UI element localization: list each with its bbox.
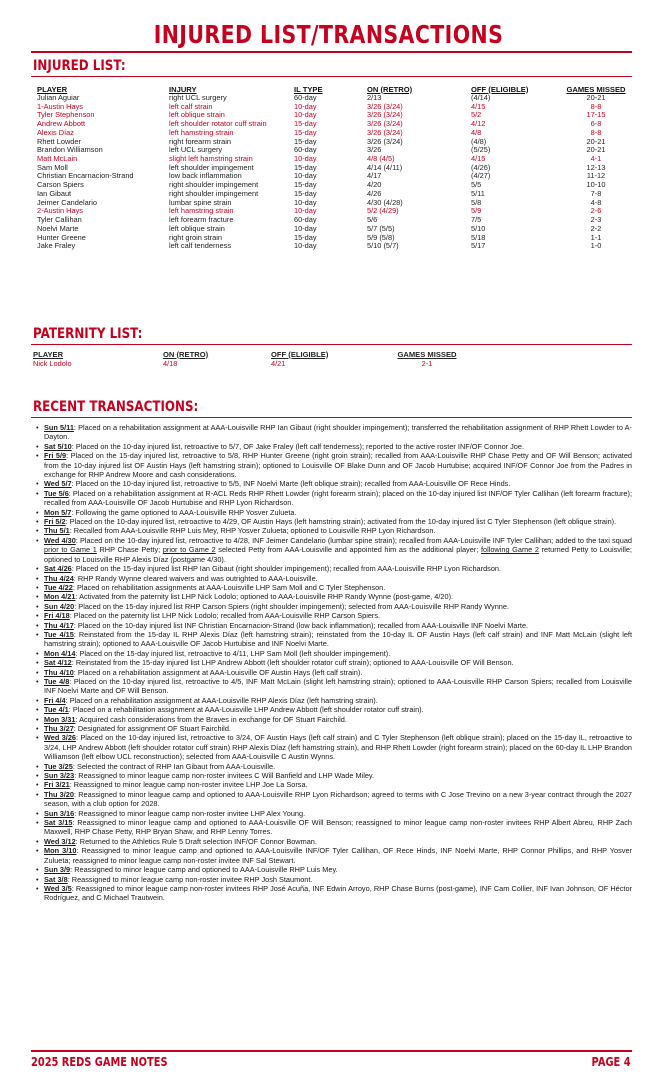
column-header-injury: INJURY — [169, 84, 197, 94]
transaction-text: : Placed on the 10-day injured list, retroactive to 3/24, OF Austin Hays (left calf strain) and C Tyler Stephenson (left oblique strain); placed on the 15-day IL, retroactive to 3/24, LHP Andrew Abbott (left shoulder rotator cuff strain) RHP Alexis Díaz (left hamstring strain), and RHP Rhett Lowder (right forearm strain); placed on the 60-day IL LHP Brandon Williamson (left elbow UCL reconstruction); selected from AAA-Louisville C Austin Wynns. — [44, 733, 633, 762]
transaction-text: : Placed on the 15-day injured list RHP Ian Gibaut (right shoulder impingement); recalled from AAA-Louisville RHP Lyon Richardson. — [71, 564, 502, 574]
transaction-date: Wed 4/30 — [44, 535, 76, 545]
injured-cell-off: 5/9 — [471, 207, 482, 216]
transaction-item — [36, 733, 632, 761]
injured-list-heading: INJURED LIST: — [33, 58, 126, 74]
injured-cell-player: Rhett Lowder — [37, 137, 81, 146]
injured-cell-injury: right shoulder impingement — [169, 189, 259, 198]
column-header-off-eligible: OFF (ELIGIBLE) — [471, 84, 529, 94]
injured-cell-off: (4/27) — [471, 172, 491, 181]
injured-cell-injury: slight left hamstring strain — [169, 155, 253, 164]
transaction-item — [36, 724, 632, 733]
transaction-date: Wed 5/7 — [44, 479, 72, 489]
transaction-text: following Game 2 — [480, 545, 539, 555]
transaction-text: : Placed on the 10-day injured list, retroactive to 4/29, OF Austin Hays (left hamstring strain); activated from the 10-day injured list C Tyler Stephenson (left oblique strain). — [65, 517, 617, 527]
injured-cell-il: 10-day — [294, 102, 317, 111]
transaction-date: Thu 4/24 — [44, 573, 74, 583]
injured-cell-games: 4-8 — [590, 198, 602, 207]
transaction-text: : Placed on the 10-day injured list, retroactive to 5/5, INF Noelvi Marte (left oblique strain); recalled from AAA-Louisville OF Rece Hinds. — [71, 479, 511, 489]
injured-row — [37, 242, 628, 251]
injured-cell-games: 10-10 — [586, 181, 606, 190]
transaction-item — [36, 564, 632, 573]
transaction-date: Sat 4/12 — [44, 658, 72, 668]
injured-cell-on: 5/6 — [367, 216, 378, 225]
injured-list-header-row — [37, 84, 628, 94]
transaction-text: prior to Game 2 — [162, 545, 216, 555]
injured-cell-games: 6-8 — [590, 120, 602, 129]
injured-cell-injury: right groin strain — [169, 233, 222, 242]
injured-cell-il: 15-day — [294, 189, 317, 198]
injured-cell-on: 2/13 — [367, 94, 382, 102]
footer-page-number: PAGE 4 — [591, 1055, 631, 1069]
transactions-rule — [31, 417, 632, 418]
transaction-item — [36, 884, 632, 903]
transaction-date: Fri 3/21 — [44, 780, 70, 790]
transaction-item — [36, 846, 632, 865]
transaction-date: Thu 3/20 — [44, 789, 74, 799]
transaction-text: : Placed on the 10-day injured list, retroactive to 5/7, OF Jake Fraley (left calf tenderness); reported to the active roster INF/OF Connor Joe. — [71, 441, 525, 451]
transaction-text: : Placed on a rehabilitation assignment at AAA-Louisville RHP Alexis Díaz (left hamstring strain). — [65, 695, 378, 705]
transaction-date: Sat 3/8 — [44, 874, 68, 884]
injured-cell-injury: right shoulder impingement — [169, 181, 259, 190]
injured-row — [37, 138, 628, 147]
injured-cell-player: Jeimer Candelario — [37, 198, 97, 207]
injured-cell-il: 15-day — [294, 181, 317, 190]
transaction-item — [36, 677, 632, 696]
injured-row — [37, 120, 628, 129]
injured-cell-games: 1-0 — [590, 242, 602, 251]
paternity-row — [33, 359, 457, 368]
injured-cell-off: 5/11 — [471, 189, 485, 198]
paternity-list-rule — [31, 344, 632, 345]
transaction-text: selected Petty from AAA-Louisville and appointed him as the additional player; — [215, 545, 481, 555]
transaction-text: : Placed on a rehabilitation assignment at AAA-Louisville LHP Andrew Abbott (left shoulder rotator cuff strain). — [68, 705, 424, 715]
transaction-date: Fri 4/4 — [44, 695, 66, 705]
transaction-date: Wed 3/12 — [44, 836, 76, 846]
injured-cell-off: 4/15 — [471, 155, 486, 164]
column-header-on-retro: ON (RETRO) — [367, 84, 413, 94]
transaction-item — [36, 574, 632, 583]
injured-row — [37, 234, 628, 243]
transaction-item — [36, 479, 632, 488]
transaction-date: Mon 4/14 — [44, 648, 76, 658]
injured-cell-il: 10-day — [294, 242, 317, 251]
injured-cell-on: 4/30 (4/28) — [367, 198, 403, 207]
injured-cell-on: 5/9 (5/8) — [367, 233, 395, 242]
injured-cell-on: 3/26 (3/24) — [367, 137, 403, 146]
injured-cell-games: 4-1 — [590, 155, 602, 164]
transaction-text: : Reassigned to minor league camp non-roster invitees RHP José Acuña, INF Edwin Arroyo, RHP Chase Burns (post-game), INF Cam Collier, INF Ivan Johnson, OF Héctor Rodríguez, and C Michael Trautwein. — [44, 883, 632, 903]
transaction-date: Tue 5/6 — [44, 488, 69, 498]
injured-cell-on: 4/26 — [367, 189, 382, 198]
injured-cell-player: Tyler Callihan — [37, 216, 82, 225]
injured-cell-games: 8-8 — [590, 128, 602, 137]
title-rule — [31, 51, 632, 53]
transaction-date: Tue 4/22 — [44, 582, 73, 592]
transaction-date: Mon 5/7 — [44, 507, 72, 517]
injured-cell-games: 2-2 — [590, 224, 602, 233]
transaction-item — [36, 451, 632, 479]
injured-cell-il: 15-day — [294, 137, 317, 146]
injured-cell-on: 5/2 (4/29) — [367, 207, 399, 216]
transaction-date: Sat 3/15 — [44, 818, 73, 828]
injured-cell-on: 4/17 — [367, 172, 382, 181]
injured-cell-player: Sam Moll — [37, 163, 68, 172]
injured-row — [37, 216, 628, 225]
injured-cell-on: 3/26 (3/24) — [367, 102, 403, 111]
transaction-item — [36, 780, 632, 789]
transaction-item — [36, 630, 632, 649]
transaction-item — [36, 762, 632, 771]
injured-cell-player: Brandon Williamson — [37, 146, 103, 155]
injured-cell-off: 4/8 — [471, 128, 482, 137]
injured-cell-injury: left shoulder impingement — [169, 163, 254, 172]
transaction-date: Fri 4/18 — [44, 611, 70, 621]
injured-cell-off: 5/8 — [471, 198, 482, 207]
injured-cell-games: 20-21 — [586, 94, 606, 102]
transaction-item — [36, 621, 632, 630]
transaction-item — [36, 837, 632, 846]
injured-row — [37, 146, 628, 155]
injured-cell-player: Andrew Abbott — [37, 120, 86, 129]
injured-cell-games: 11-12 — [586, 172, 606, 181]
transaction-text: : Placed on the paternity list LHP Nick Lodolo; recalled from AAA-Louisville RHP Carson Spiers. — [69, 611, 381, 621]
injured-cell-games: 20-21 — [586, 137, 606, 146]
injured-cell-il: 60-day — [294, 94, 317, 102]
injured-cell-il: 15-day — [294, 128, 317, 137]
transaction-date: Thu 4/10 — [44, 667, 74, 677]
injured-cell-player: Hunter Greene — [37, 233, 86, 242]
injured-cell-off: (5/25) — [471, 146, 491, 155]
transaction-text: : Placed on the 15-day injured list, retroactive to 4/11, LHP Sam Moll (left shoulder impingement). — [75, 648, 391, 658]
column-header-player: PLAYER — [37, 84, 68, 94]
paternity-header-on-retro: ON (RETRO) — [163, 349, 209, 359]
transaction-item — [36, 423, 632, 442]
transaction-date: Tue 4/8 — [44, 676, 70, 686]
footer-publication: 2025 REDS GAME NOTES — [31, 1055, 168, 1069]
transaction-date: Sat 5/10 — [44, 441, 72, 451]
injured-cell-player: Alexis Díaz — [37, 128, 74, 137]
transaction-date: Mon 3/10 — [44, 846, 77, 856]
transaction-text: : Placed on a rehabilitation assignment at AAA-Louisville RHP Ian Gibaut (right shoulder impingement); transferred the rehabilitation assignment of RHP Rhett Lowder to A-Dayton. — [44, 423, 632, 442]
paternity-player: Nick Lodolo — [33, 359, 72, 368]
injured-cell-on: 4/14 (4/11) — [367, 163, 403, 172]
transaction-text: : Reassigned to minor league camp non-roster invitee LHP Alex Young. — [74, 808, 306, 818]
transaction-text: : Placed on the 10-day injured list, retroactive to 4/5, INF Matt McLain (slight left hamstring strain); optioned to AAA-Louisville RHP Carson Spiers; recalled from Louisville INF Noelvi Marte and OF Will Benson. — [44, 676, 632, 696]
injured-row — [37, 103, 628, 112]
injured-cell-games: 8-8 — [590, 102, 602, 111]
injured-cell-injury: left calf tenderness — [169, 242, 232, 251]
injured-cell-il: 10-day — [294, 207, 317, 216]
injured-cell-injury: left hamstring strain — [169, 128, 234, 137]
paternity-list-header-row — [33, 349, 457, 359]
injured-cell-off: 5/10 — [471, 224, 486, 233]
injured-list-body — [37, 94, 628, 251]
transaction-item — [36, 489, 632, 508]
injured-row — [37, 225, 628, 234]
transaction-text: : Reinstated from the 15-day injured list LHP Andrew Abbott (left shoulder rotator cuff strain); optioned to AAA-Louisville OF Will Benson. — [71, 658, 514, 668]
injured-cell-il: 10-day — [294, 111, 317, 120]
injured-cell-off: 5/17 — [471, 242, 486, 251]
transaction-item — [36, 658, 632, 667]
transaction-date: Tue 3/25 — [44, 761, 73, 771]
injured-cell-games: 1-1 — [590, 233, 602, 242]
injured-cell-off: (4/26) — [471, 163, 491, 172]
transaction-text: : Placed on the 15-day injured list, retroactive to 5/8, RHP Hunter Greene (right groin strain); recalled from AAA-Louisville RHP Chase Petty and OF Will Benson; activated from the 10-day injured list OF Austin Hays (left hamstring strain); optioned to Louisville OF Blake Dunn and OF Jacob Hurtubise; acquired INF/OF Connor Joe from the Padres in exchange for RHP Andrew Moore and cash considerations. — [44, 451, 632, 480]
column-header-games-missed: GAMES MISSED — [566, 84, 626, 94]
injured-cell-on: 4/8 (4/5) — [367, 155, 395, 164]
transaction-text: prior to Game 1 — [44, 545, 97, 555]
transaction-date: Mon 3/31 — [44, 714, 76, 724]
injured-cell-player: 1-Austin Hays — [37, 102, 84, 111]
transaction-text: : Selected the contract of RHP Ian Gibaut from AAA-Louisville. — [72, 761, 276, 771]
injured-row — [37, 164, 628, 173]
injured-cell-on: 4/20 — [367, 181, 382, 190]
transaction-item — [36, 649, 632, 658]
transaction-item — [36, 696, 632, 705]
transaction-date: Tue 4/1 — [44, 705, 69, 715]
injured-row — [37, 94, 628, 103]
transaction-text: : Placed on a rehabilitation assignment at AAA-Louisville OF Austin Hays (left calf strain). — [73, 667, 363, 677]
transaction-text: : Following the game optioned to AAA-Louisville RHP Yosver Zulueta. — [71, 507, 297, 517]
transaction-text: RHP Chase Petty; — [96, 545, 163, 555]
column-header-il-type: IL TYPE — [294, 84, 323, 94]
injured-cell-on: 5/7 (5/5) — [367, 224, 395, 233]
transaction-text: : Activated from the paternity list LHP Nick Lodolo; optioned to AAA-Louisville RHP Randy Wynne (post-game, 4/20). — [75, 592, 454, 602]
injured-cell-il: 10-day — [294, 198, 317, 207]
injured-cell-injury: left hamstring strain — [169, 207, 234, 216]
transaction-item — [36, 611, 632, 620]
page-title: INJURED LIST/TRANSACTIONS — [153, 20, 504, 49]
paternity-on: 4/18 — [163, 359, 178, 368]
transaction-item — [36, 592, 632, 601]
injured-cell-off: 5/5 — [471, 181, 482, 190]
transaction-item — [36, 790, 632, 809]
injured-cell-player: Jake Fraley — [37, 242, 76, 251]
transaction-text: : Placed on the 10-day injured list, retroactive to 4/28, INF Jeimer Candelario (lumbar spine strain); recalled from AAA-Louisville INF Tyler Callihan; added to the taxi squad — [75, 535, 632, 545]
transaction-text: : Recalled from AAA-Louisville RHP Luis Mey, RHP Yosver Zulueta; optioned to Louisville RHP Lyon Richardson. — [69, 526, 436, 536]
injured-cell-off: (4/8) — [471, 137, 487, 146]
injured-cell-player: Ian Gibaut — [37, 189, 72, 198]
transaction-text: : Placed on rehabilitation assignments at AAA-Louisville LHP Sam Moll and C Tyler Stephenson. — [72, 582, 386, 592]
paternity-games: 2-1 — [421, 359, 433, 368]
injured-cell-on: 3/26 (3/24) — [367, 111, 403, 120]
injured-list-table — [37, 84, 628, 251]
transaction-text: : Reinstated from the 15-day IL RHP Alexis Díaz (left hamstring strain); reinstated from the 10-day IL OF Austin Hays (left calf strain) and INF Matt McLain (slight left hamstring strain); optioned to AAA-Louisville OF Jacob Hurtubise and INF Noelvi Marte. — [44, 629, 632, 649]
transaction-date: Fri 5/2 — [44, 517, 66, 527]
injured-cell-il: 15-day — [294, 233, 317, 242]
transaction-item — [36, 583, 632, 592]
transaction-text: : Acquired cash considerations from the Braves in exchange for OF Stuart Fairchild. — [75, 714, 347, 724]
transaction-date: Mon 4/21 — [44, 592, 76, 602]
transaction-text: : Reassigned to minor league camp non-roster invitee RHP Josh Staumont. — [67, 874, 313, 884]
injured-row — [37, 181, 628, 190]
transaction-item — [36, 602, 632, 611]
transaction-date: Fri 5/9 — [44, 451, 67, 461]
transaction-text: : RHP Randy Wynne cleared waivers and was outrighted to AAA-Louisville. — [73, 573, 318, 583]
injured-cell-player: Julian Aguiar — [37, 94, 80, 102]
transaction-item — [36, 771, 632, 780]
transaction-date: Wed 3/26 — [44, 733, 77, 743]
injured-cell-injury: left calf strain — [169, 102, 213, 111]
injured-cell-player: Matt McLain — [37, 155, 78, 164]
transaction-date: Sun 3/16 — [44, 808, 75, 818]
injured-cell-injury: right forearm strain — [169, 137, 232, 146]
transaction-date: Sun 3/9 — [44, 865, 71, 875]
transaction-item — [36, 809, 632, 818]
injured-cell-injury: left shoulder rotator cuff strain — [169, 120, 267, 129]
paternity-header-player: PLAYER — [33, 349, 64, 359]
injured-cell-il: 15-day — [294, 120, 317, 129]
transaction-item — [36, 508, 632, 517]
transaction-item — [36, 536, 632, 564]
transaction-date: Wed 3/5 — [44, 883, 72, 893]
injured-cell-player: Tyler Stephenson — [37, 111, 95, 120]
transaction-text: : Reassigned to minor league camp and optioned to AAA-Louisville RHP Lyon Richardson; agreed to terms with C Jose Trevino on a new 3-year contract through the 2027 season, with a club option for 2028. — [44, 789, 632, 809]
injured-cell-injury: left UCL surgery — [169, 146, 223, 155]
transaction-date: Sun 4/20 — [44, 601, 75, 611]
transaction-item — [36, 705, 632, 714]
injured-cell-injury: left forearm fracture — [169, 216, 234, 225]
injured-cell-on: 3/26 (3/24) — [367, 120, 403, 129]
injured-cell-games: 17-15 — [586, 111, 606, 120]
paternity-list-table — [33, 349, 457, 368]
injured-cell-games: 7-8 — [590, 189, 602, 198]
transaction-text: : Placed on the 10-day injured list INF Christian Encarnacion-Strand (low back inflammation); recalled from AAA-Louisville INF Noelvi Marte. — [73, 620, 529, 630]
injured-cell-off: 5/2 — [471, 111, 482, 120]
injured-cell-games: 12-13 — [586, 163, 606, 172]
injured-cell-off: (4/14) — [471, 94, 491, 102]
injured-cell-off: 4/12 — [471, 120, 486, 129]
transaction-date: Sun 3/23 — [44, 771, 75, 781]
transaction-item — [36, 865, 632, 874]
injured-row — [37, 111, 628, 120]
injured-cell-il: 10-day — [294, 155, 317, 164]
injured-row — [37, 155, 628, 164]
injured-cell-injury: left oblique strain — [169, 111, 225, 120]
injured-cell-il: 60-day — [294, 146, 317, 155]
paternity-header-games-missed: GAMES MISSED — [397, 349, 457, 359]
transaction-item — [36, 526, 632, 535]
injured-cell-injury: left oblique strain — [169, 224, 225, 233]
paternity-list-heading: PATERNITY LIST: — [33, 326, 143, 342]
paternity-header-off-eligible: OFF (ELIGIBLE) — [271, 349, 329, 359]
injured-list-rule — [31, 76, 632, 77]
transaction-item — [36, 715, 632, 724]
transaction-item — [36, 818, 632, 837]
transaction-date: Tue 4/15 — [44, 629, 74, 639]
injured-row — [37, 190, 628, 199]
injured-row — [37, 199, 628, 208]
transaction-text: : Placed on the 15-day injured list RHP Carson Spiers (right shoulder impingement); selected from AAA-Louisville RHP Randy Wynne. — [74, 601, 509, 611]
injured-cell-games: 2-3 — [590, 216, 602, 225]
injured-cell-injury: right UCL surgery — [169, 94, 227, 102]
transaction-date: Thu 5/1 — [44, 526, 70, 536]
injured-cell-player: Carson Spiers — [37, 181, 84, 190]
injured-cell-player: Noelvi Marte — [37, 224, 79, 233]
transaction-text: : Designated for assignment OF Stuart Fairchild. — [73, 724, 231, 733]
injured-cell-il: 10-day — [294, 224, 317, 233]
injured-cell-player: 2-Austin Hays — [37, 207, 84, 216]
injured-cell-on: 5/10 (5/7) — [367, 242, 399, 251]
injured-cell-on: 3/26 (3/24) — [367, 128, 403, 137]
footer-rule — [31, 1050, 632, 1052]
paternity-off: 4/21 — [271, 359, 286, 368]
injured-cell-off: 4/15 — [471, 102, 486, 111]
injured-row — [37, 129, 628, 138]
injured-cell-on: 3/26 — [367, 146, 382, 155]
injured-row — [37, 207, 628, 216]
transaction-text: : Reassigned to minor league camp non-roster invitee LHP Joe La Sorsa. — [69, 780, 308, 790]
injured-cell-il: 15-day — [294, 163, 317, 172]
transaction-date: Sun 5/11 — [44, 423, 74, 432]
transaction-item — [36, 517, 632, 526]
injured-cell-off: 5/18 — [471, 233, 486, 242]
transaction-text: returned Petty to Louisville; optioned to Louisville RHP Alexis Díaz (postgame 4/30). — [44, 545, 632, 564]
injured-cell-games: 20-21 — [586, 146, 606, 155]
injured-cell-injury: low back inflammation — [169, 172, 242, 181]
injured-cell-games: 2-6 — [590, 207, 602, 216]
transaction-item — [36, 668, 632, 677]
transaction-text: : Reassigned to minor league camp and optioned to AAA-Louisville RHP Luis Mey. — [70, 865, 338, 875]
transactions-heading: RECENT TRANSACTIONS: — [33, 399, 199, 415]
injured-cell-off: 7/5 — [471, 216, 482, 225]
injured-cell-il: 60-day — [294, 216, 317, 225]
transaction-text: : Placed on a rehabilitation assignment at R-ACL Reds RHP Rhett Lowder (right forearm strain); placed on the 10-day injured list INF/OF Tyler Callihan (left forearm fracture); recalled from AAA-Louisville OF Jacob Hurtubise and RHP Lyon Richardson. — [44, 488, 632, 508]
injured-row — [37, 172, 628, 181]
transaction-date: Thu 3/27 — [44, 724, 74, 733]
transaction-date: Sat 4/26 — [44, 564, 72, 574]
injured-cell-injury: lumbar spine strain — [169, 198, 232, 207]
injured-cell-player: Christian Encarnacion-Strand — [37, 172, 134, 181]
transaction-item — [36, 875, 632, 884]
transaction-item — [36, 442, 632, 451]
transactions-list — [36, 423, 632, 903]
transaction-text: : Reassigned to minor league camp and optioned to AAA-Louisville INF/OF Tyler Callihan, OF Rece Hinds, INF Noelvi Marte, RHP Connor Phillips, and RHP Yosver Zulueta; reassigned to minor league camp non-roster invitee INF Sal Stewart. — [44, 846, 632, 865]
injured-cell-il: 10-day — [294, 172, 317, 181]
transaction-date: Thu 4/17 — [44, 620, 74, 630]
transaction-text: : Reassigned to minor league camp non-roster invitees C Will Banfield and LHP Wade Miley. — [74, 771, 375, 781]
transaction-text: : Returned to the Athletics Rule 5 Draft selection INF/OF Connor Bowman. — [75, 836, 317, 846]
transaction-text: : Reassigned to minor league camp and optioned to AAA-Louisville OF Will Benson; reassigned to minor league camp non-roster invitees RHP Albert Abreu, RHP Zach Maxwell, RHP Chase Petty, RHP Bryan Shaw, and RHP Lenny Torres. — [44, 818, 632, 837]
